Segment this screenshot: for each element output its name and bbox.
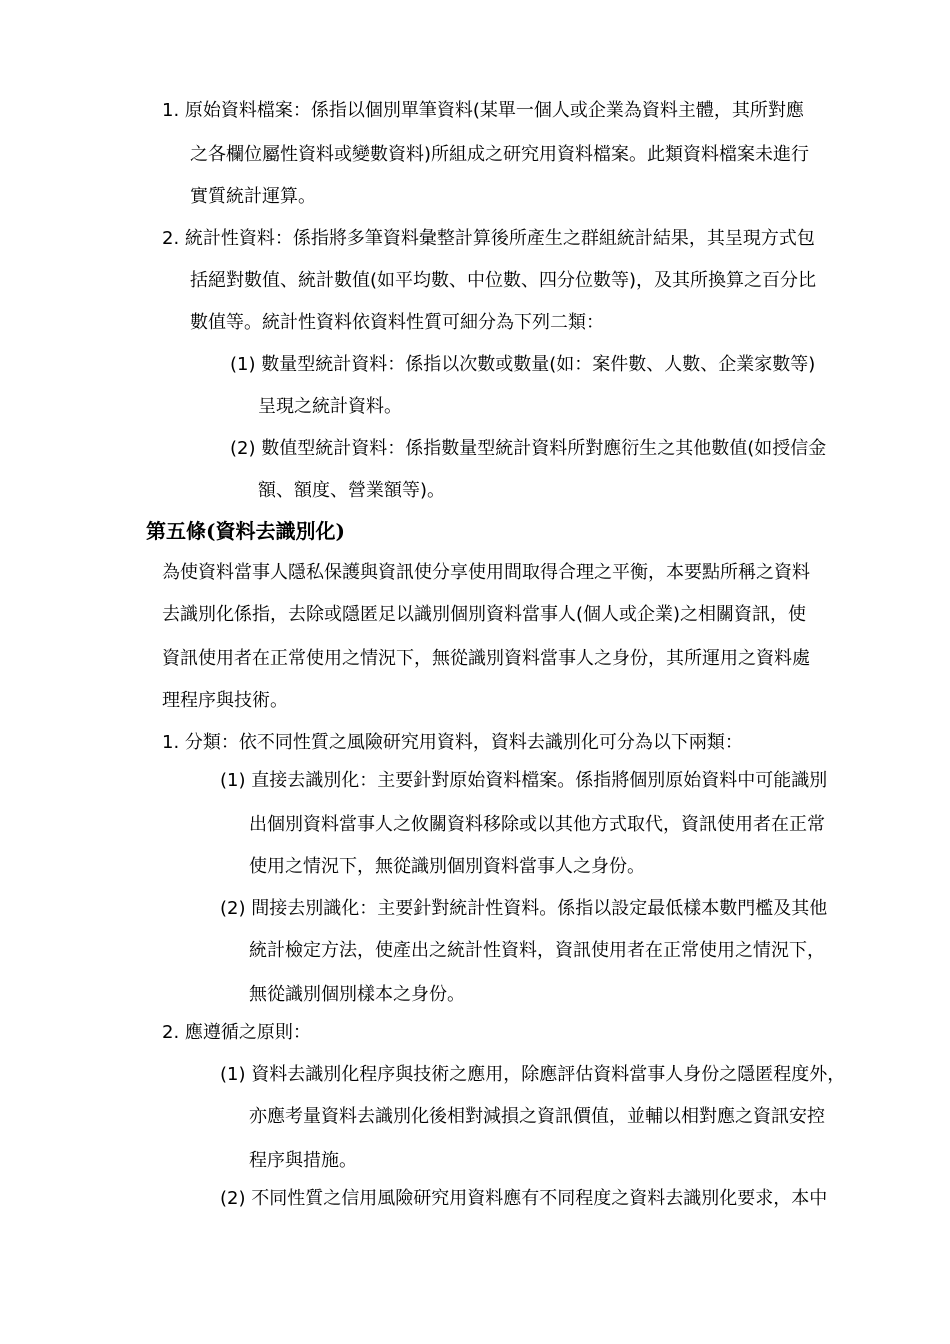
text-line: (1) 資料去識別化程序與技術之應用，除應評估資料當事人身份之隱匿程度外， (220, 1064, 846, 1085)
text-line: 1. 分類：依不同性質之風險研究用資料，資料去識別化可分為以下兩類： (162, 732, 743, 753)
text-line: 實質統計運算。 (190, 186, 316, 207)
text-line: 亦應考量資料去識別化後相對減損之資訊價值，並輔以相對應之資訊安控 (249, 1106, 825, 1127)
text-line: 使用之情況下，無從識別個別資料當事人之身份。 (249, 856, 645, 877)
text-line: (1) 直接去識別化：主要針對原始資料檔案。係指將個別原始資料中可能識別 (220, 770, 828, 791)
text-line: 無從識別個別樣本之身份。 (249, 984, 465, 1005)
text-line: 2. 應遵循之原則： (162, 1022, 311, 1043)
text-line: 理程序與技術。 (162, 690, 288, 711)
text-line: 程序與措施。 (249, 1150, 357, 1171)
text-line: (2) 間接去別識化：主要針對統計性資料。係指以設定最低樣本數門檻及其他 (220, 898, 828, 919)
text-line: 之各欄位屬性資料或變數資料)所組成之研究用資料檔案。此類資料檔案未進行 (190, 144, 810, 165)
text-line: 呈現之統計資料。 (258, 396, 402, 417)
text-line: 數值等。統計性資料依資料性質可細分為下列二類： (190, 312, 604, 333)
text-line: 括絕對數值、統計數值(如平均數、中位數、四分位數等)，及其所換算之百分比 (190, 270, 817, 291)
text-line: (1) 數量型統計資料：係指以次數或數量(如：案件數、人數、企業家數等) (230, 354, 816, 375)
text-line: 額、額度、營業額等)。 (258, 480, 446, 501)
text-line: 1. 原始資料檔案：係指以個別單筆資料(某單一個人或企業為資料主體，其所對應 (162, 100, 804, 121)
text-line: 2. 統計性資料：係指將多筆資料彙整計算後所產生之群組統計結果，其呈現方式包 (162, 228, 815, 249)
text-line: (2) 數值型統計資料：係指數量型統計資料所對應衍生之其他數值(如授信金 (230, 438, 827, 459)
text-line: 統計檢定方法，使產出之統計性資料，資訊使用者在正常使用之情況下， (249, 940, 825, 961)
text-line: (2) 不同性質之信用風險研究用資料應有不同程度之資料去識別化要求，本中 (220, 1188, 828, 1209)
text-line: 為使資料當事人隱私保護與資訊使分享使用間取得合理之平衡，本要點所稱之資料 (162, 562, 810, 583)
text-line: 去識別化係指，去除或隱匿足以識別個別資料當事人(個人或企業)之相關資訊，使 (162, 604, 807, 625)
text-line: 出個別資料當事人之攸關資料移除或以其他方式取代，資訊使用者在正常 (249, 814, 825, 835)
text-line: 資訊使用者在正常使用之情況下，無從識別資料當事人之身份，其所運用之資料處 (162, 648, 810, 669)
section-heading: 第五條(資料去識別化) (146, 519, 345, 543)
